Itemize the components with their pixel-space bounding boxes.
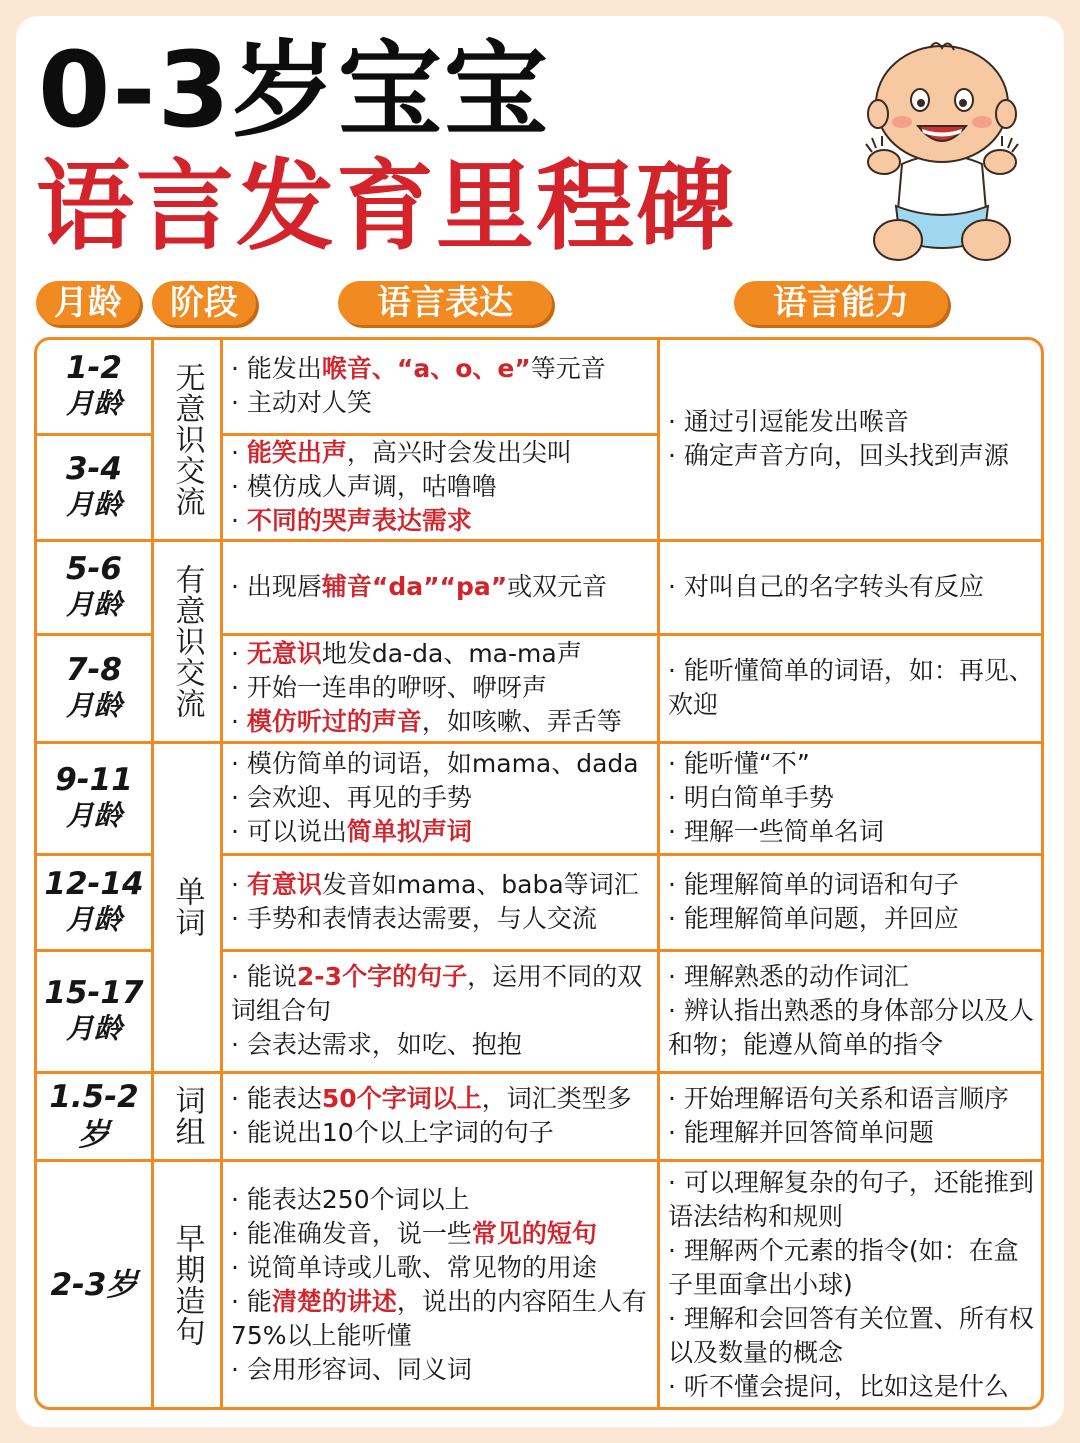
expression-line: [231, 960, 653, 1028]
expression-line: [231, 1217, 653, 1251]
text-segment: · 能准确发音，说一些: [231, 1218, 472, 1248]
highlight-text: 模仿听过的声音: [246, 707, 422, 736]
ability-cell: [660, 1160, 1043, 1409]
text-segment: · 会用形容词、同义词: [231, 1354, 472, 1384]
highlight-text: 辅音“da”“pa”: [321, 572, 508, 601]
text-segment: · 能说出10个以上字词的句子: [231, 1118, 554, 1147]
age-cell: [36, 540, 152, 634]
ability-line: · 能听懂“不”: [668, 749, 810, 778]
text-segment: · 手势和表情表达需要，与人交流: [231, 904, 597, 933]
stage-label: 单词: [169, 876, 205, 938]
header-ability: 语言能力: [734, 281, 948, 325]
text-segment: · 能表达: [231, 1084, 322, 1113]
highlight-text: 2-3个字的句子: [296, 962, 468, 991]
highlight-text: 有意识: [246, 870, 322, 899]
expression-line: [231, 747, 653, 781]
ability-line: · 能听懂简单的词语，如：再见、欢迎: [668, 656, 1034, 719]
expression-cell: [223, 854, 657, 950]
age-cell: [36, 634, 152, 742]
age-cell: [36, 854, 152, 950]
age-cell: [36, 950, 152, 1072]
highlight-text: 无意识: [246, 639, 322, 668]
text-segment: 地发da-da、ma-ma声: [321, 639, 582, 668]
expression-line: [231, 671, 653, 705]
age-number: 3-4: [65, 451, 122, 487]
ability-line: · 理解一些简单名词: [668, 817, 884, 846]
text-segment: · 能发出: [231, 354, 322, 383]
ability-line: · 辨认指出熟悉的身体部分以及人和物；能遵从简单的指令: [668, 996, 1034, 1059]
stage-cell: [155, 742, 218, 1072]
expression-line: [231, 352, 653, 386]
text-segment: 发音如mama、baba等词汇: [321, 870, 639, 899]
ability-line: · 对叫自己的名字转头有反应: [668, 572, 984, 601]
expression-line: [231, 1285, 653, 1353]
age-unit: 月龄: [65, 488, 122, 521]
text-segment: ，运用不同的双词组合句: [231, 962, 643, 1025]
stage-cell: [155, 540, 218, 742]
text-segment: · 会表达需求，如吃、抱抱: [231, 1030, 522, 1059]
age-unit: 月龄: [65, 689, 122, 722]
stage-cell: [155, 338, 218, 540]
text-segment: · 主动对人笑: [231, 388, 372, 417]
expression-cell: [223, 1072, 657, 1160]
text-segment: · 说简单诗或儿歌、常见物的用途: [231, 1252, 597, 1282]
age-cell: [36, 1160, 152, 1409]
expression-line: [231, 1353, 653, 1387]
highlight-text: 简单拟声词: [346, 817, 472, 846]
stage-label: 无意识交流: [169, 361, 205, 517]
age-unit: 月龄: [65, 1012, 122, 1045]
highlight-text: 不同的哭声表达需求: [246, 506, 472, 535]
age-unit: 月龄: [65, 588, 122, 621]
expression-cell: [223, 540, 657, 634]
expression-cell: [223, 338, 657, 434]
expression-line: [231, 1251, 653, 1285]
text-segment: ，词汇类型多: [481, 1084, 632, 1113]
ability-line: · 理解两个元素的指令(如：在盒子里面拿出小球): [668, 1235, 1019, 1299]
highlight-text: 50个字词以上: [321, 1084, 482, 1113]
expression-cell: [223, 434, 657, 540]
header-age: 月龄: [36, 281, 140, 325]
age-number: 1-2: [65, 350, 122, 386]
age-label: 2-3岁: [50, 1266, 138, 1303]
expression-cell: [223, 634, 657, 742]
expression-line: [231, 436, 653, 470]
expression-line: [231, 1082, 653, 1116]
expression-line: [231, 781, 653, 815]
age-cell: [36, 434, 152, 540]
text-segment: 或双元音: [507, 572, 608, 601]
highlight-text: 能笑出声: [246, 438, 347, 467]
text-segment: ·: [231, 870, 247, 899]
stage-label: 有意识交流: [169, 563, 205, 719]
text-segment: ，高兴时会发出尖叫: [346, 438, 572, 467]
header-expression: 语言表达: [338, 281, 552, 325]
text-segment: ，说出的内容陌生人有75%以上能听懂: [231, 1286, 647, 1350]
text-segment: ·: [231, 438, 247, 467]
expression-cell: [223, 950, 657, 1072]
expression-line: [231, 1116, 653, 1150]
age-number: 7-8: [65, 652, 122, 688]
stage-cell: [155, 1072, 218, 1160]
expression-line: [231, 570, 653, 604]
expression-line: [231, 1028, 653, 1062]
title-line-1: 0-3岁宝宝: [38, 29, 550, 151]
text-segment: ·: [231, 707, 247, 736]
expression-line: [231, 386, 653, 420]
text-segment: ·: [231, 506, 247, 535]
expression-line: [231, 1183, 653, 1217]
stage-label: 词组: [169, 1085, 205, 1147]
age-label: 1.5-2岁: [49, 1079, 139, 1153]
highlight-text: 清楚的讲述: [271, 1286, 397, 1316]
ability-line: · 能理解简单的词语和句子: [668, 870, 959, 899]
ability-cell: [660, 950, 1043, 1072]
ability-line: · 理解和会回答有关位置、所有权以及数量的概念: [668, 1303, 1034, 1367]
ability-line: · 可以理解复杂的句子，还能推到语法结构和规则: [668, 1167, 1034, 1231]
ability-line: · 开始理解语句关系和语言顺序: [668, 1084, 1009, 1113]
ability-line: · 能理解简单问题，并回应: [668, 904, 959, 933]
expression-line: [231, 637, 653, 671]
baby-illustration: [862, 34, 1022, 266]
ability-cell: [660, 338, 1043, 540]
age-cell: [36, 338, 152, 434]
stage-cell: [155, 1160, 218, 1409]
ability-line: · 通过引逗能发出喉音: [668, 407, 909, 436]
ability-line: · 明白简单手势: [668, 783, 834, 812]
ability-cell: [660, 742, 1043, 854]
ability-line: · 听不懂会提问，比如这是什么: [668, 1371, 1009, 1401]
title-line-2: 语言发育里程碑: [36, 150, 737, 264]
age-cell: [36, 1072, 152, 1160]
expression-line: [231, 902, 653, 936]
age-number: 15-17: [44, 975, 144, 1011]
text-segment: ，如咳嗽、弄舌等: [421, 707, 622, 736]
ability-cell: [660, 634, 1043, 742]
age-number: 5-6: [65, 551, 122, 587]
text-segment: · 能表达250个词以上: [231, 1184, 470, 1214]
age-unit: 月龄: [65, 903, 122, 936]
expression-line: [231, 815, 653, 849]
expression-line: [231, 470, 653, 504]
age-cell: [36, 742, 152, 854]
ability-line: · 能理解并回答简单问题: [668, 1118, 934, 1147]
text-segment: · 能: [231, 1286, 272, 1316]
ability-line: · 理解熟悉的动作词汇: [668, 962, 909, 991]
ability-cell: [660, 1072, 1043, 1160]
ability-line: · 确定声音方向，回头找到声源: [668, 441, 1009, 470]
age-number: 12-14: [44, 866, 144, 902]
expression-line: [231, 705, 653, 739]
highlight-text: 常见的短句: [471, 1218, 597, 1248]
expression-line: [231, 504, 653, 538]
text-segment: · 开始一连串的咿呀、咿呀声: [231, 673, 547, 702]
ability-cell: [660, 540, 1043, 634]
age-unit: 月龄: [65, 387, 122, 420]
highlight-text: 喉音、“a、o、e”: [321, 354, 531, 383]
text-segment: ·: [231, 639, 247, 668]
age-unit: 月龄: [65, 799, 122, 832]
stage-label: 早期造句: [169, 1222, 205, 1347]
expression-cell: [223, 1160, 657, 1409]
expression-cell: [223, 742, 657, 854]
text-segment: 等元音: [530, 354, 606, 383]
text-segment: · 能说: [231, 962, 297, 991]
age-number: 9-11: [55, 762, 133, 798]
text-segment: · 模仿简单的词语，如mama、dada: [231, 749, 639, 778]
text-segment: · 模仿成人声调，咕噜噜: [231, 472, 497, 501]
expression-line: [231, 868, 653, 902]
header-stage: 阶段: [152, 281, 256, 325]
text-segment: · 出现唇: [231, 572, 322, 601]
ability-cell: [660, 854, 1043, 950]
text-segment: · 会欢迎、再见的手势: [231, 783, 472, 812]
text-segment: · 可以说出: [231, 817, 347, 846]
